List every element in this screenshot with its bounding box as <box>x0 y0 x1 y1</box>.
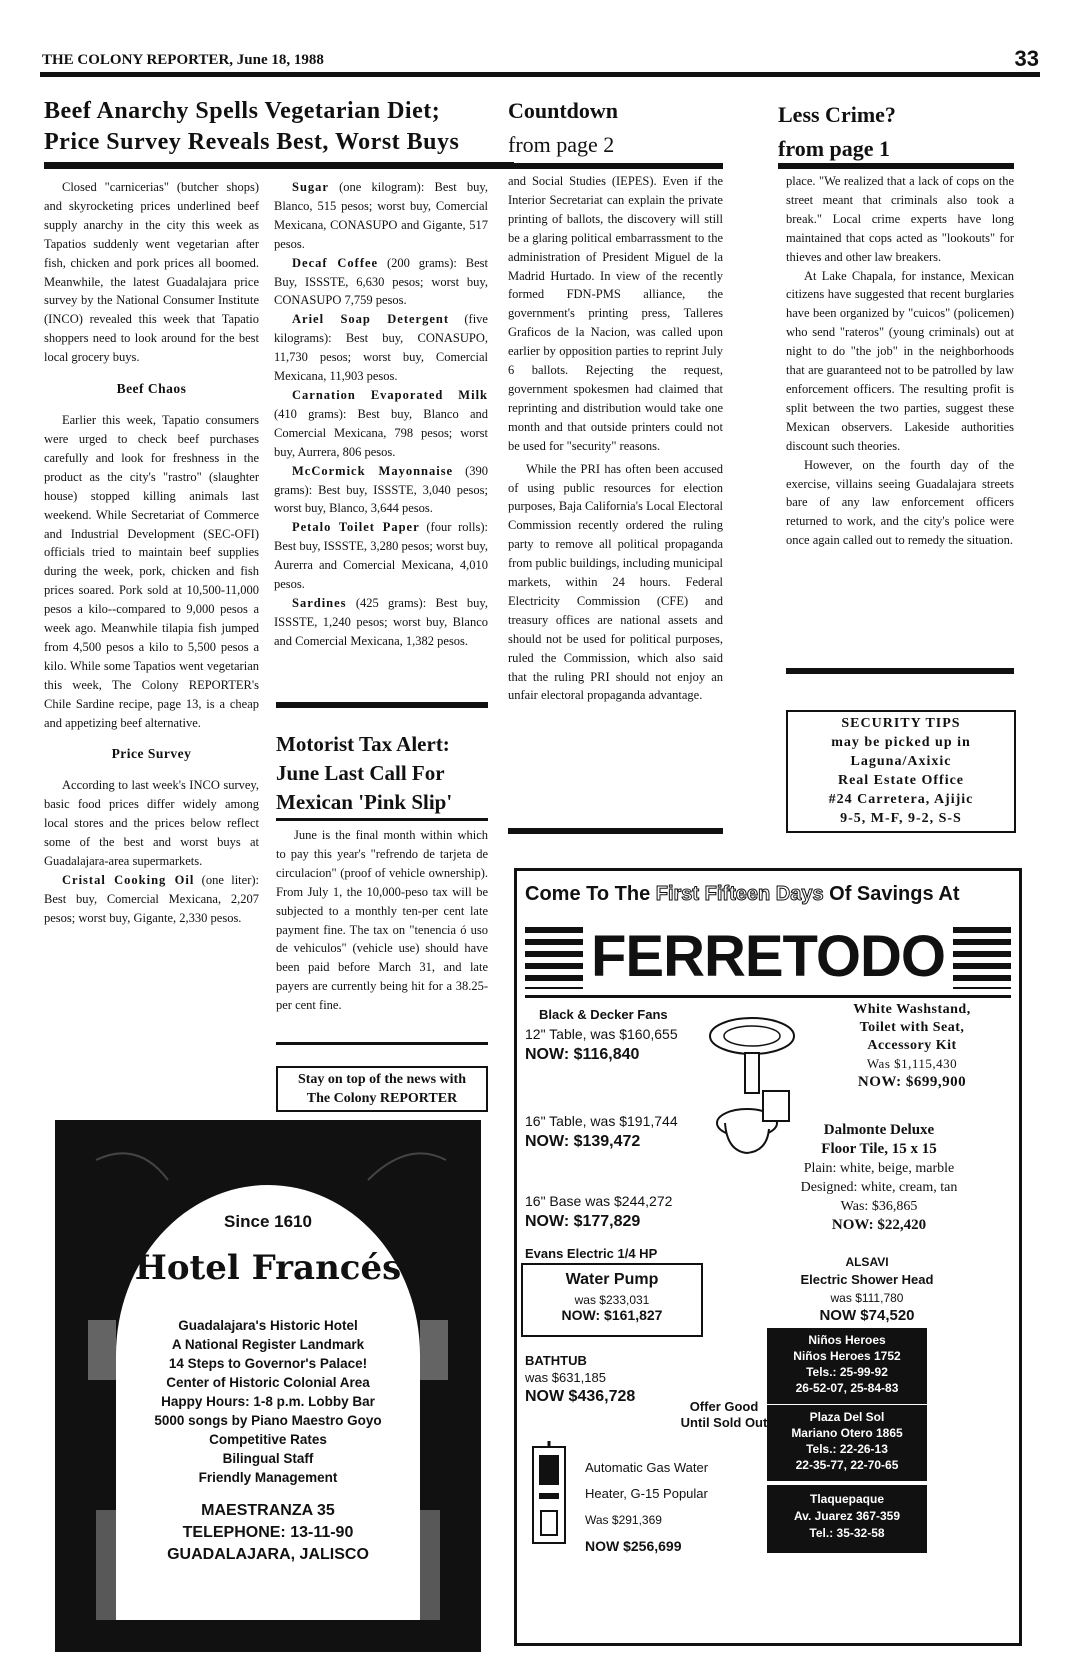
store2-tel: Tels.: 22-26-13 <box>806 1442 888 1456</box>
store2-name: Plaza Del Sol <box>809 1410 885 1424</box>
hotel-line: Guadalajara's Historic Hotel <box>178 1318 358 1333</box>
motorist-headline-line2: June Last Call For <box>276 761 445 785</box>
subhead-price-survey: Price Survey <box>111 746 192 762</box>
price-item-name: Ariel Soap Detergent <box>292 312 449 327</box>
hotel-features <box>108 1316 428 1487</box>
hotel-line: Bilingual Staff <box>222 1451 314 1466</box>
fan16-was: 16" Table, was $191,744 <box>525 1113 678 1129</box>
washstand-was: Was $1,115,430 <box>866 1056 958 1071</box>
hotel-line: Center of Historic Colonial Area <box>166 1375 370 1390</box>
price-item <box>274 518 488 594</box>
price-item-text: (425 grams): Best buy, ISSSTE, 1,240 pesos; worst buy, Blanco and Comercial Mexicana, 1,382 pesos. <box>274 595 488 648</box>
offer-note <box>669 1399 779 1431</box>
pump-was: was $233,031 <box>574 1293 650 1307</box>
crime-headline-line1: Less Crime? <box>778 102 896 127</box>
fan16-block <box>525 1113 725 1151</box>
crime-headline-line2: from page 1 <box>778 136 891 161</box>
ferretodo-ad <box>514 868 1022 1646</box>
tile-was: Was: $36,865 <box>840 1199 918 1214</box>
motorist-headline-line1: Motorist Tax Alert: <box>276 732 450 756</box>
price-item-text: (410 grams): Best buy, Blanco and Comercial Mexicana, 798 pesos; worst buy, Aurrera, 806 pesos. <box>274 406 488 459</box>
price-item <box>274 386 488 462</box>
store-ninos-heroes <box>767 1328 927 1404</box>
store-plaza-del-sol <box>767 1405 927 1481</box>
security-line5: #24 Carretera, Ajijic <box>828 792 974 807</box>
price-item-text: (one kilogram): Best buy, Blanco, 515 pesos; worst buy, Comercial Mexicana, CONASUPO and Gigante, 517 pesos. <box>274 180 488 251</box>
bathtub-now: NOW $436,728 <box>525 1388 636 1405</box>
price-item-text: (390 grams): Best buy, ISSSTE, 3,040 pesos; worst buy, Blanco, 3,644 pesos. <box>274 463 488 516</box>
washstand-now: NOW: $699,900 <box>857 1074 967 1090</box>
tile-block <box>741 1121 1017 1235</box>
crime-headline <box>778 98 896 166</box>
hotel-line: 5000 songs by Piano Maestro Goyo <box>154 1413 382 1428</box>
hotel-line: 14 Steps to Governor's Palace! <box>168 1356 368 1371</box>
hotel-phone: TELEPHONE: 13-11-90 <box>182 1524 354 1541</box>
price-item-name: Petalo Toilet Paper <box>292 520 420 535</box>
hotel-line: Happy Hours: 1-8 p.m. Lobby Bar <box>161 1394 375 1409</box>
washstand-line1: White Washstand, <box>853 1002 971 1017</box>
hotel-contact <box>108 1500 428 1566</box>
beef-column-1 <box>44 178 259 928</box>
brand-stripes-right <box>953 927 1011 989</box>
motorist-headline-line3: Mexican 'Pink Slip' <box>276 790 453 814</box>
price-item <box>274 310 488 386</box>
tagline-part-2: First Fifteen Days <box>655 883 824 905</box>
tile-now: NOW: $22,420 <box>831 1217 927 1233</box>
heater-line2: Heater, G-15 Popular <box>585 1486 708 1501</box>
store3-address: Av. Juarez 367-359 <box>793 1509 901 1523</box>
motorist-column <box>276 826 488 1015</box>
bathtub-was: was $631,185 <box>525 1370 606 1385</box>
store-tlaquepaque <box>767 1485 927 1553</box>
price-item-text: (four rolls): Best buy, ISSSTE, 3,280 pesos; worst buy, Aurerra and Comercial Mexicana, 4,010 pesos. <box>274 520 488 592</box>
beef-headline-line1: Beef Anarchy Spells Vegetarian Diet; <box>44 98 441 124</box>
price-item <box>274 594 488 651</box>
tagline-part-1: Come To The <box>525 883 651 905</box>
store3-name: Tlaquepaque <box>809 1492 884 1506</box>
crime-rule <box>778 163 1014 169</box>
hotel-line: A National Register Landmark <box>171 1337 365 1352</box>
heater-line1: Automatic Gas Water <box>585 1460 709 1475</box>
price-item-name: Carnation Evaporated Milk <box>292 387 488 402</box>
motorist-end-rule <box>276 1042 488 1045</box>
shower-now: NOW $74,520 <box>819 1307 915 1324</box>
beef-headline-rule <box>44 162 514 169</box>
price-item <box>44 871 259 928</box>
tile-line3: Plain: white, beige, marble <box>803 1161 955 1176</box>
fans-title: Black & Decker Fans <box>539 1007 668 1022</box>
security-line6: 9-5, M-F, 9-2, S-S <box>840 811 962 826</box>
brand-stripes-left <box>525 927 583 989</box>
washstand-block <box>807 1001 1017 1091</box>
countdown-column <box>508 172 723 705</box>
price-item-name: Sardines <box>292 595 347 610</box>
offer-line2: Until Sold Out <box>680 1415 768 1430</box>
fan12-was: 12" Table, was $160,655 <box>525 1026 678 1042</box>
ferretodo-tagline <box>525 883 1011 906</box>
security-line2: may be picked up in <box>831 735 971 750</box>
heater-was: Was $291,369 <box>585 1513 662 1527</box>
store1-tel2: 26-52-07, 25-84-83 <box>795 1381 899 1395</box>
security-tips-box <box>786 710 1016 833</box>
hotel-since: Since 1610 <box>224 1212 312 1231</box>
beef-paragraph-3: According to last week's INCO survey, basic food prices differ widely among local stores and the prices below reflect some of the best and worst buys at Guadalajara-area supermarkets. <box>44 778 259 869</box>
price-item <box>274 178 488 254</box>
motorist-body: June is the final month within which to pay this year's "refrendo de tarjeta de circulacion" (proof of vehicle ownership). From July 1, the 10,000-peso tax will be subjected to a monthly ten-per cent late payment fine. The tax on "tenencia ó uso de vehiculos" (vehicle use) should have been paid before March 31, and late payers are currently being hit for a 38.25-per cent fine. <box>276 828 488 1013</box>
bathtub-title: BATHTUB <box>525 1353 587 1368</box>
brand-rule <box>525 995 1011 998</box>
crime-end-rule <box>786 668 1014 674</box>
evans-title: Evans Electric 1/4 HP <box>525 1246 658 1261</box>
countdown-headline <box>508 94 618 162</box>
hotel-address: MAESTRANZA 35 <box>201 1502 335 1519</box>
hotel-city: GUADALAJARA, JALISCO <box>167 1546 369 1563</box>
subhead-beef-chaos: Beef Chaos <box>116 381 187 397</box>
crime-column <box>786 172 1014 550</box>
price-item-text: (200 grams): Best Buy, ISSSTE, 6,630 pesos; worst buy, CONASUPO 7,759 pesos. <box>274 255 488 308</box>
price-item-name: Sugar <box>292 180 329 194</box>
tile-line1: Dalmonte Deluxe <box>823 1122 935 1138</box>
crime-paragraph-2: At Lake Chapala, for instance, Mexican citizens have suggested that recent burglaries have been organized by "cuicos" (policemen) who send "rateros" (young criminals) out at night to do "the job" in the neighborhoods that are guaranteed not to be patrolled by law enforcement officers. The resulting profit is split between the two parties, suggest these Mexican observers. Lakeside authorities discount such theories. <box>786 268 1014 453</box>
price-item-text: (one liter): Best buy, Comercial Mexicana, 2,207 pesos; worst buy, Gigante, 2,330 pesos. <box>44 873 259 925</box>
pump-title: Water Pump <box>565 1271 659 1288</box>
price-item-name: Cristal Cooking Oil <box>62 873 195 887</box>
security-line3: Laguna/Axixic <box>850 754 952 769</box>
countdown-rule <box>508 163 723 169</box>
pump-box <box>521 1263 703 1337</box>
offer-line1: Offer Good <box>689 1399 759 1414</box>
beef-headline-line2: Price Survey Reveals Best, Worst Buys <box>44 129 460 155</box>
masthead-rule <box>40 72 1040 77</box>
hotel-line: Competitive Rates <box>209 1432 327 1447</box>
store1-tel: Tels.: 25-99-92 <box>806 1365 888 1379</box>
ferretodo-logo: FERRETODO <box>590 924 946 989</box>
store2-tel2: 22-35-77, 22-70-65 <box>795 1458 899 1472</box>
hotel-name: Hotel Francés <box>134 1248 402 1288</box>
masthead-title: THE COLONY REPORTER, June 18, 1988 <box>42 52 324 68</box>
crime-paragraph-1: place. "We realized that a lack of cops on the street meant that criminals also took a break." Local crime experts have long maintained that cops acted as "lookouts" for thieves and other law breakers. <box>786 174 1014 264</box>
price-item-text: (five kilograms): Best buy, CONASUPO, 11,730 pesos; worst buy, Comercial Mexicana, 11,903 pesos. <box>274 312 488 384</box>
beef-paragraph-1: Closed "carnicerias" (butcher shops) and skyrocketing prices underlined beef supply anarchy in the city this week as Tapatios suddenly went vegetarian after fish, chicken and pork prices all boomed. Meanwhile, the latest Guadalajara price survey by the National Consumer Institute (INCO) revealed this week that Tapatio shoppers need to look around for the best local grocery buys. <box>44 180 259 365</box>
shower-line2: Electric Shower Head <box>800 1272 934 1287</box>
tagline-part-3: Of Savings At <box>829 883 960 905</box>
crime-paragraph-3: However, on the fourth day of the exercise, villains seeing Guadalajara streets bare of any law enforcement officers returned to work, and the city's police were once again called out to remedy the situation. <box>786 457 1014 548</box>
price-item-name: Decaf Coffee <box>292 255 379 270</box>
water-heater-icon <box>527 1441 571 1551</box>
beef-paragraph-2: Earlier this week, Tapatio consumers were urged to check beef purchases carefully and look for freshness in the product as the city's "rastro" (slaughter house) stopped killing animals last weekend. While Secretariat of Commerce and Industrial Development (SEC-OFI) officials tried to maintain beef supplies during the week, pork, chicken and fish prices soared. Pork sold at 10,500-11,000 pesos a kilo--compared to 9,000 pesos a week ago. Meanwhile tilapia fish jumped from 4,500 pesos a kilo to 5,500 pesos a kilo. While some Tapatios went vegetarian this week, The Colony REPORTER's Chile Sardine recipe, page 13, is a cheap and appetizing beef alternative. <box>44 413 259 730</box>
tile-line2: Floor Tile, 15 x 15 <box>821 1141 937 1157</box>
promo-line1: Stay on top of the news with <box>297 1072 466 1087</box>
washstand-line3: Accessory Kit <box>867 1038 957 1053</box>
tile-line4: Designed: white, cream, tan <box>800 1180 958 1195</box>
shower-was: was $111,780 <box>830 1291 904 1305</box>
fan12-now: NOW: $116,840 <box>525 1046 640 1063</box>
countdown-paragraph-1: and Social Studies (IEPES). Even if the Interior Secretariat can explain the private printing of ballots, the discovery will still be a glaring political embarrassment to the administration of President Miguel de la Madrid Hurtado. In view of the recently formed FDN-PMS alliance, the government's printing press, Talleres Graficos de la Nacion, was called upon earlier by opposition parties to reprint July 6 ballots. Rejecting the request, government spokesmen had claimed that reprinting and distribution would take one month and that outside printers could not be used for "security" reasons. <box>508 174 723 453</box>
countdown-paragraph-2: While the PRI has often been accused of using public resources for election purposes, Baja California's Local Electoral Commission recently ordered the ruling party to remove all political propaganda from public buildings, including municipal markets, within 24 hours. Federal Electricity Commission (CFE) and treasury offices are national assets and should not be used for political purposes, ruled the Commission, which also said that the ruling PRI should not enjoy an unfair electoral propaganda advantage. <box>508 461 723 703</box>
subscribe-promo[interactable] <box>276 1066 488 1112</box>
hotel-line: Friendly Management <box>198 1470 338 1485</box>
hotel-frances-ad <box>38 1120 498 1652</box>
washstand-line2: Toilet with Seat, <box>859 1020 965 1035</box>
motorist-headline <box>276 730 491 817</box>
fans-block <box>525 1007 725 1064</box>
price-item-name: McCormick Mayonnaise <box>292 463 454 478</box>
countdown-end-rule <box>508 828 723 834</box>
motorist-rule <box>276 818 488 821</box>
store2-address: Mariano Otero 1865 <box>791 1426 903 1440</box>
heater-now: NOW $256,699 <box>585 1538 682 1554</box>
countdown-headline-line2: from page 2 <box>508 132 615 157</box>
pump-now: NOW: $161,827 <box>561 1307 663 1323</box>
heater-block <box>585 1455 765 1559</box>
beef-headline <box>44 96 514 158</box>
price-item <box>274 254 488 311</box>
store3-tel: Tel.: 35-32-58 <box>809 1526 885 1540</box>
store1-address: Niños Heroes 1752 <box>793 1349 901 1363</box>
page-number: 33 <box>1014 46 1039 71</box>
shower-line1: ALSAVI <box>845 1255 889 1269</box>
security-line1: SECURITY TIPS <box>841 716 961 731</box>
beef-column-2 <box>274 178 488 651</box>
price-item <box>274 462 488 519</box>
fan16-now: NOW: $139,472 <box>525 1133 641 1150</box>
security-line4: Real Estate Office <box>837 773 965 788</box>
shower-block <box>717 1253 1017 1325</box>
base16-was: 16" Base was $244,272 <box>525 1193 673 1209</box>
promo-line2: The Colony REPORTER <box>306 1091 458 1106</box>
countdown-headline-line1: Countdown <box>508 98 619 123</box>
base16-block <box>525 1193 725 1231</box>
base16-now: NOW: $177,829 <box>525 1213 641 1230</box>
store1-name: Niños Heroes <box>808 1333 886 1347</box>
beef-end-rule <box>276 702 488 708</box>
